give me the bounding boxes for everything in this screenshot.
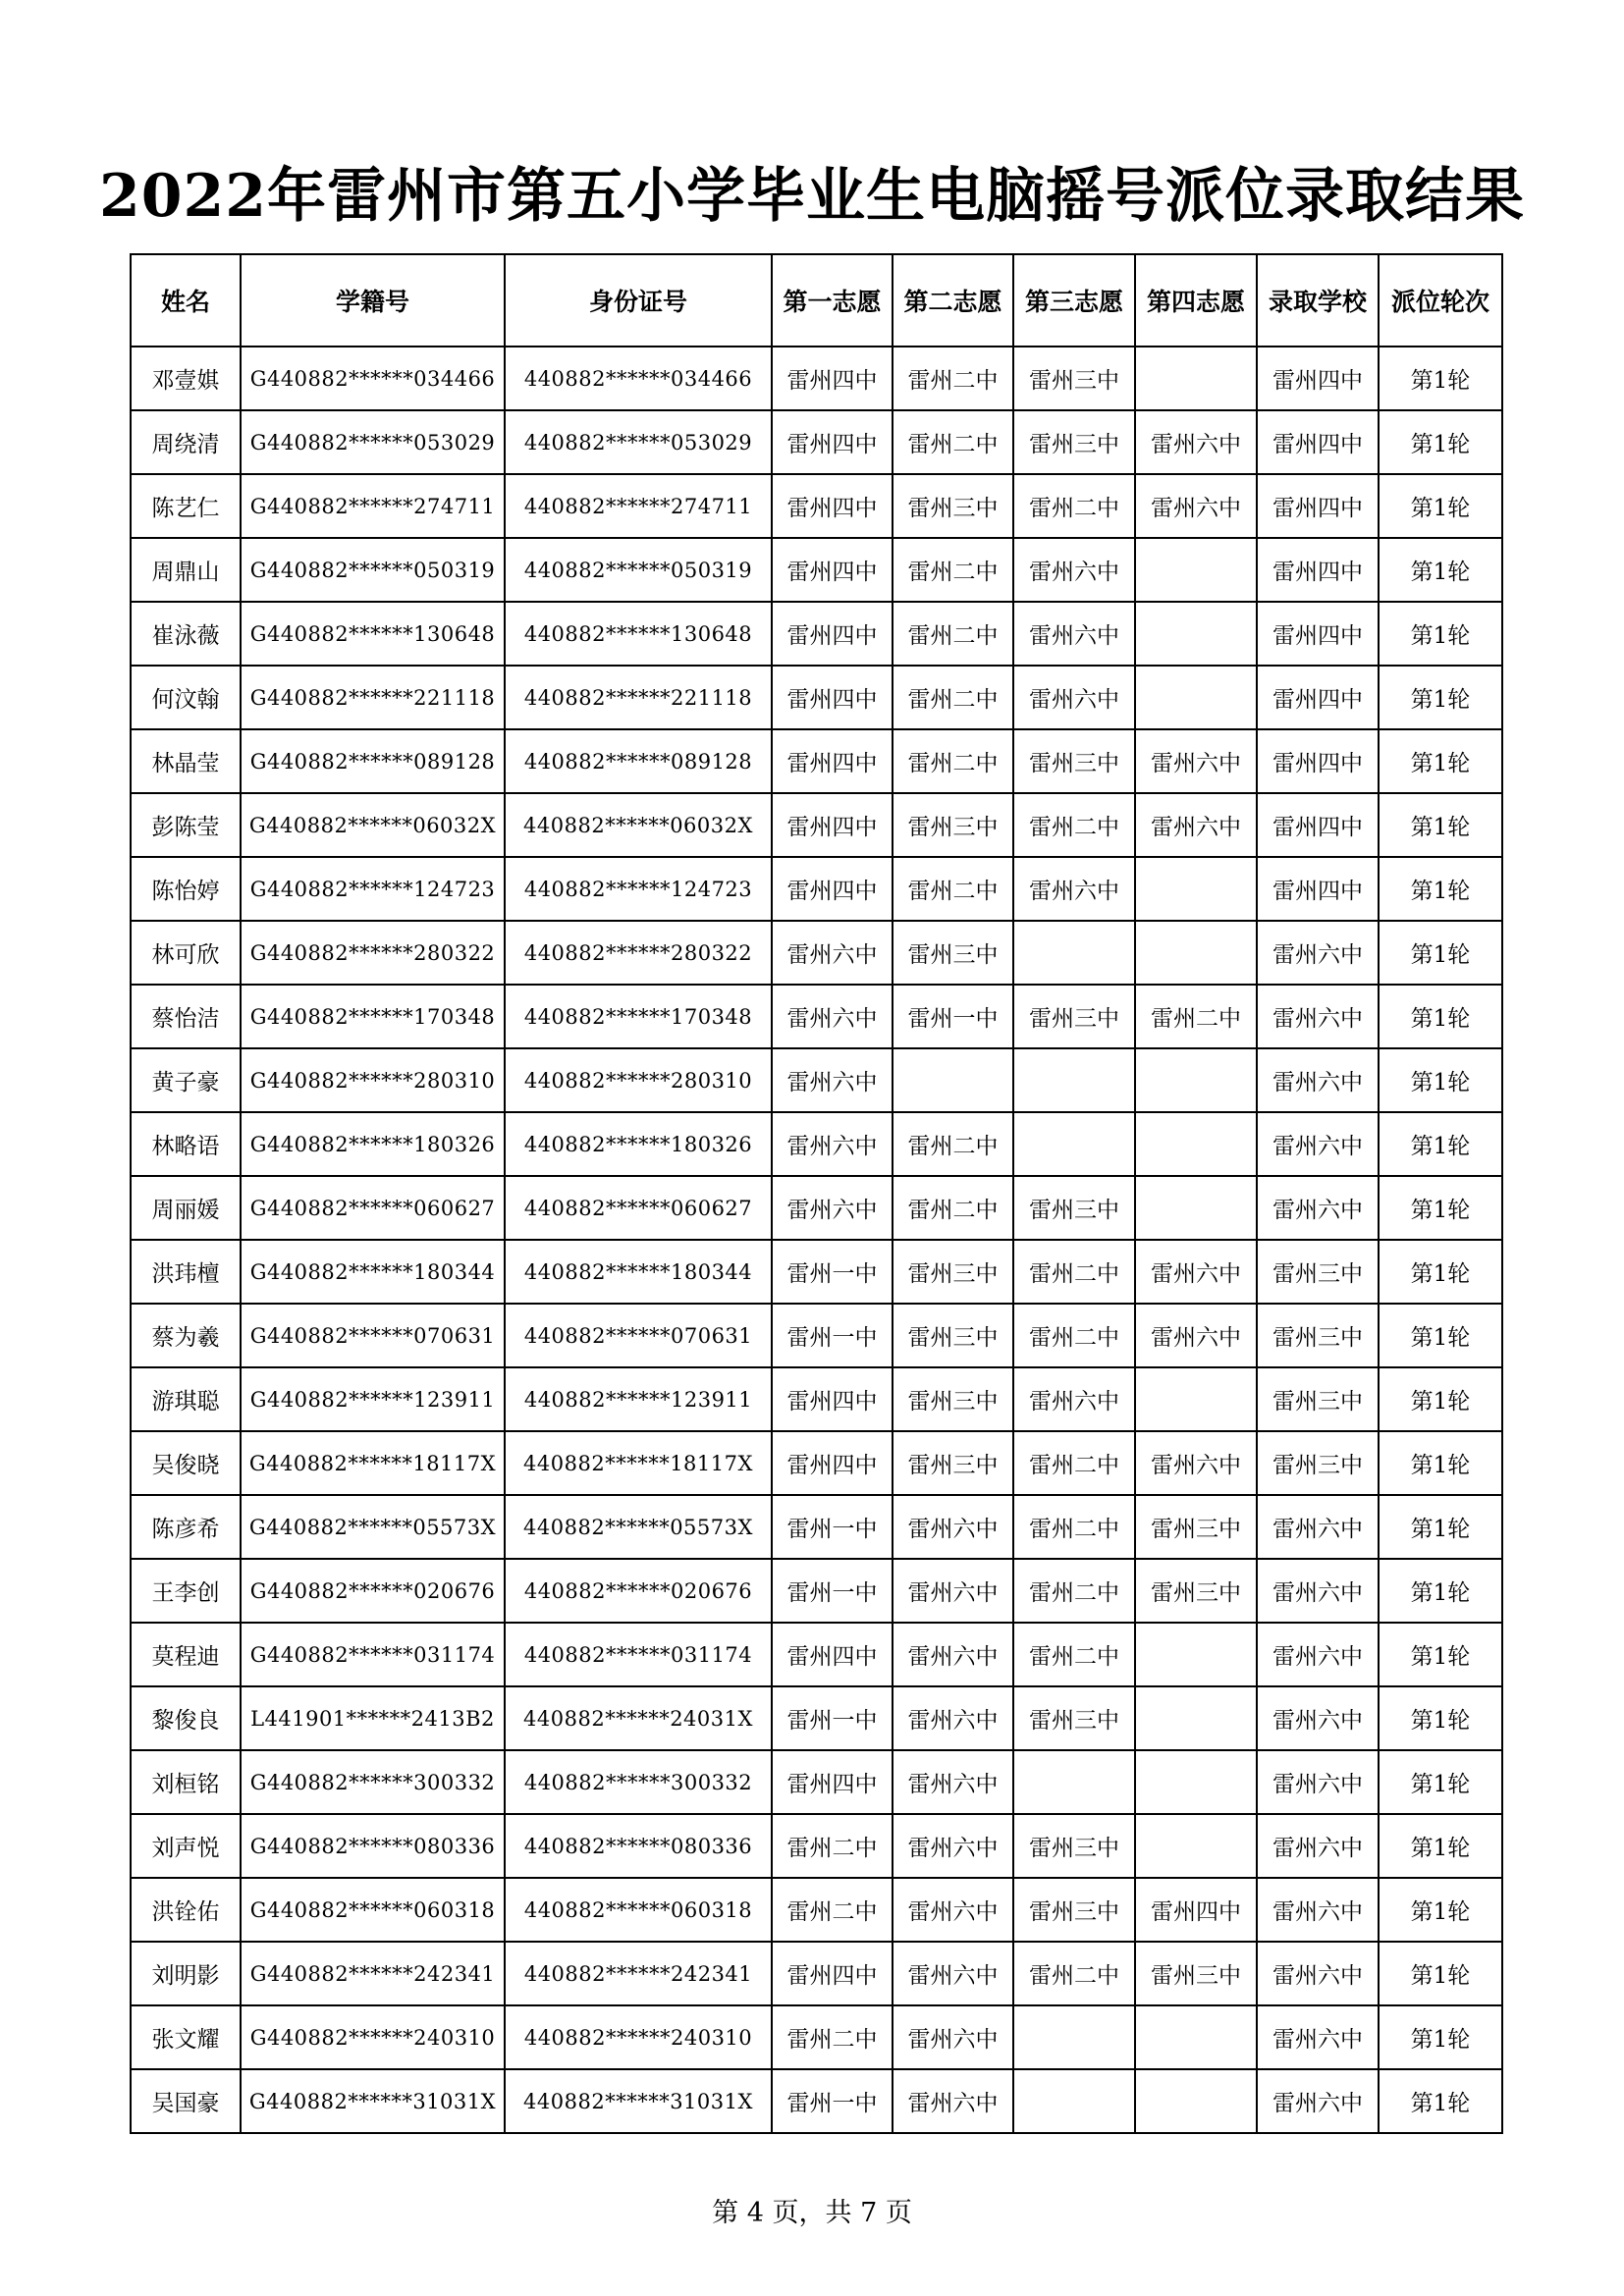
name-cell: 周丽媛 bbox=[131, 1176, 241, 1240]
choice-2-cell: 雷州二中 bbox=[893, 410, 1013, 474]
choice-3-cell: 雷州二中 bbox=[1013, 793, 1135, 857]
admitted-school-cell: 雷州六中 bbox=[1257, 1750, 1379, 1814]
table-row bbox=[131, 1942, 1502, 2005]
choice-4-cell bbox=[1135, 1176, 1257, 1240]
round-cell: 第1轮 bbox=[1379, 538, 1502, 602]
id-card-cell: 440882******130648 bbox=[505, 602, 772, 666]
table-header-row bbox=[131, 254, 1502, 347]
choice-3-cell: 雷州三中 bbox=[1013, 1814, 1135, 1878]
table-row bbox=[131, 793, 1502, 857]
id-card-cell: 440882******240310 bbox=[505, 2005, 772, 2069]
choice-2-cell: 雷州三中 bbox=[893, 793, 1013, 857]
choice-3-cell: 雷州六中 bbox=[1013, 666, 1135, 729]
choice-1-cell: 雷州四中 bbox=[772, 1367, 893, 1431]
choice-4-cell: 雷州三中 bbox=[1135, 1559, 1257, 1623]
table-row bbox=[131, 729, 1502, 793]
choice-3-cell: 雷州二中 bbox=[1013, 1304, 1135, 1367]
choice-2-cell: 雷州六中 bbox=[893, 1623, 1013, 1686]
id-card-cell: 440882******180344 bbox=[505, 1240, 772, 1304]
choice-1-cell: 雷州四中 bbox=[772, 1942, 893, 2005]
student-id-cell: G440882******180344 bbox=[241, 1240, 505, 1304]
id-card-cell: 440882******034466 bbox=[505, 347, 772, 410]
student-id-cell: G440882******274711 bbox=[241, 474, 505, 538]
student-id-cell: G440882******031174 bbox=[241, 1623, 505, 1686]
round-cell: 第1轮 bbox=[1379, 1112, 1502, 1176]
admitted-school-cell: 雷州六中 bbox=[1257, 1495, 1379, 1559]
name-cell: 周鼎山 bbox=[131, 538, 241, 602]
student-id-cell: G440882******060318 bbox=[241, 1878, 505, 1942]
admitted-school-cell: 雷州六中 bbox=[1257, 1176, 1379, 1240]
column-header-student-id: 学籍号 bbox=[241, 254, 505, 347]
admitted-school-cell: 雷州四中 bbox=[1257, 410, 1379, 474]
student-id-cell: G440882******240310 bbox=[241, 2005, 505, 2069]
choice-3-cell bbox=[1013, 1048, 1135, 1112]
admitted-school-cell: 雷州四中 bbox=[1257, 857, 1379, 921]
student-id-cell: G440882******280310 bbox=[241, 1048, 505, 1112]
admitted-school-cell: 雷州六中 bbox=[1257, 1878, 1379, 1942]
choice-2-cell: 雷州三中 bbox=[893, 1367, 1013, 1431]
table-row bbox=[131, 921, 1502, 985]
choice-3-cell: 雷州二中 bbox=[1013, 1431, 1135, 1495]
choice-1-cell: 雷州一中 bbox=[772, 1686, 893, 1750]
table-row bbox=[131, 410, 1502, 474]
choice-1-cell: 雷州二中 bbox=[772, 1878, 893, 1942]
choice-2-cell: 雷州六中 bbox=[893, 2005, 1013, 2069]
table-row bbox=[131, 1750, 1502, 1814]
choice-3-cell: 雷州三中 bbox=[1013, 1686, 1135, 1750]
student-id-cell: G440882******130648 bbox=[241, 602, 505, 666]
choice-2-cell: 雷州二中 bbox=[893, 857, 1013, 921]
name-cell: 王李创 bbox=[131, 1559, 241, 1623]
id-card-cell: 440882******280310 bbox=[505, 1048, 772, 1112]
choice-4-cell: 雷州六中 bbox=[1135, 410, 1257, 474]
id-card-cell: 440882******053029 bbox=[505, 410, 772, 474]
choice-1-cell: 雷州一中 bbox=[772, 1304, 893, 1367]
choice-4-cell bbox=[1135, 2005, 1257, 2069]
name-cell: 周绕清 bbox=[131, 410, 241, 474]
choice-4-cell bbox=[1135, 1367, 1257, 1431]
admitted-school-cell: 雷州四中 bbox=[1257, 793, 1379, 857]
admitted-school-cell: 雷州四中 bbox=[1257, 666, 1379, 729]
round-cell: 第1轮 bbox=[1379, 1942, 1502, 2005]
table-row bbox=[131, 1623, 1502, 1686]
choice-3-cell bbox=[1013, 2069, 1135, 2133]
student-id-cell: G440882******31031X bbox=[241, 2069, 505, 2133]
round-cell: 第1轮 bbox=[1379, 1750, 1502, 1814]
name-cell: 陈艺仁 bbox=[131, 474, 241, 538]
id-card-cell: 440882******080336 bbox=[505, 1814, 772, 1878]
admitted-school-cell: 雷州四中 bbox=[1257, 474, 1379, 538]
choice-1-cell: 雷州四中 bbox=[772, 857, 893, 921]
column-header-admitted-school: 录取学校 bbox=[1257, 254, 1379, 347]
admitted-school-cell: 雷州六中 bbox=[1257, 1942, 1379, 2005]
round-cell: 第1轮 bbox=[1379, 1431, 1502, 1495]
round-cell: 第1轮 bbox=[1379, 2005, 1502, 2069]
choice-1-cell: 雷州四中 bbox=[772, 474, 893, 538]
choice-4-cell: 雷州四中 bbox=[1135, 1878, 1257, 1942]
choice-2-cell: 雷州二中 bbox=[893, 1112, 1013, 1176]
choice-3-cell: 雷州二中 bbox=[1013, 1495, 1135, 1559]
admitted-school-cell: 雷州三中 bbox=[1257, 1240, 1379, 1304]
round-cell: 第1轮 bbox=[1379, 793, 1502, 857]
name-cell: 陈彦希 bbox=[131, 1495, 241, 1559]
student-id-cell: G440882******280322 bbox=[241, 921, 505, 985]
round-cell: 第1轮 bbox=[1379, 1495, 1502, 1559]
name-cell: 蔡怡洁 bbox=[131, 985, 241, 1048]
admitted-school-cell: 雷州六中 bbox=[1257, 1112, 1379, 1176]
choice-1-cell: 雷州四中 bbox=[772, 602, 893, 666]
choice-2-cell: 雷州三中 bbox=[893, 1240, 1013, 1304]
admitted-school-cell: 雷州三中 bbox=[1257, 1304, 1379, 1367]
table-row bbox=[131, 985, 1502, 1048]
round-cell: 第1轮 bbox=[1379, 1367, 1502, 1431]
student-id-cell: G440882******034466 bbox=[241, 347, 505, 410]
table-row bbox=[131, 1559, 1502, 1623]
name-cell: 林略语 bbox=[131, 1112, 241, 1176]
round-cell: 第1轮 bbox=[1379, 729, 1502, 793]
table-row bbox=[131, 602, 1502, 666]
choice-4-cell bbox=[1135, 2069, 1257, 2133]
table-row bbox=[131, 2069, 1502, 2133]
choice-2-cell: 雷州二中 bbox=[893, 729, 1013, 793]
choice-3-cell: 雷州二中 bbox=[1013, 474, 1135, 538]
choice-2-cell: 雷州一中 bbox=[893, 985, 1013, 1048]
choice-1-cell: 雷州四中 bbox=[772, 666, 893, 729]
page-footer: 第 4 页，共 7 页 bbox=[712, 2198, 912, 2228]
student-id-cell: G440882******080336 bbox=[241, 1814, 505, 1878]
choice-3-cell: 雷州六中 bbox=[1013, 1367, 1135, 1431]
table-row bbox=[131, 1367, 1502, 1431]
choice-4-cell bbox=[1135, 1623, 1257, 1686]
id-card-cell: 440882******031174 bbox=[505, 1623, 772, 1686]
table-row bbox=[131, 1814, 1502, 1878]
choice-4-cell bbox=[1135, 347, 1257, 410]
id-card-cell: 440882******06032X bbox=[505, 793, 772, 857]
name-cell: 蔡为羲 bbox=[131, 1304, 241, 1367]
round-cell: 第1轮 bbox=[1379, 1176, 1502, 1240]
id-card-cell: 440882******124723 bbox=[505, 857, 772, 921]
id-card-cell: 440882******24031X bbox=[505, 1686, 772, 1750]
choice-1-cell: 雷州四中 bbox=[772, 1750, 893, 1814]
choice-4-cell: 雷州六中 bbox=[1135, 793, 1257, 857]
choice-2-cell: 雷州二中 bbox=[893, 666, 1013, 729]
round-cell: 第1轮 bbox=[1379, 1686, 1502, 1750]
choice-3-cell: 雷州三中 bbox=[1013, 347, 1135, 410]
table-row bbox=[131, 1686, 1502, 1750]
student-id-cell: G440882******050319 bbox=[241, 538, 505, 602]
name-cell: 黄子豪 bbox=[131, 1048, 241, 1112]
choice-2-cell: 雷州二中 bbox=[893, 347, 1013, 410]
table-row bbox=[131, 1431, 1502, 1495]
choice-2-cell: 雷州六中 bbox=[893, 2069, 1013, 2133]
student-id-cell: G440882******170348 bbox=[241, 985, 505, 1048]
id-card-cell: 440882******123911 bbox=[505, 1367, 772, 1431]
admission-results-table bbox=[130, 253, 1503, 2134]
name-cell: 崔泳薇 bbox=[131, 602, 241, 666]
name-cell: 林晶莹 bbox=[131, 729, 241, 793]
student-id-cell: G440882******242341 bbox=[241, 1942, 505, 2005]
round-cell: 第1轮 bbox=[1379, 857, 1502, 921]
choice-3-cell: 雷州二中 bbox=[1013, 1942, 1135, 2005]
id-card-cell: 440882******18117X bbox=[505, 1431, 772, 1495]
admitted-school-cell: 雷州三中 bbox=[1257, 1431, 1379, 1495]
name-cell: 莫程迪 bbox=[131, 1623, 241, 1686]
admitted-school-cell: 雷州四中 bbox=[1257, 347, 1379, 410]
choice-4-cell bbox=[1135, 1686, 1257, 1750]
choice-4-cell: 雷州二中 bbox=[1135, 985, 1257, 1048]
admitted-school-cell: 雷州六中 bbox=[1257, 1048, 1379, 1112]
round-cell: 第1轮 bbox=[1379, 1559, 1502, 1623]
choice-4-cell: 雷州三中 bbox=[1135, 1942, 1257, 2005]
choice-4-cell: 雷州三中 bbox=[1135, 1495, 1257, 1559]
table-row bbox=[131, 474, 1502, 538]
admitted-school-cell: 雷州六中 bbox=[1257, 1623, 1379, 1686]
admitted-school-cell: 雷州六中 bbox=[1257, 1686, 1379, 1750]
round-cell: 第1轮 bbox=[1379, 1304, 1502, 1367]
choice-3-cell: 雷州六中 bbox=[1013, 538, 1135, 602]
name-cell: 洪玮檀 bbox=[131, 1240, 241, 1304]
id-card-cell: 440882******300332 bbox=[505, 1750, 772, 1814]
admitted-school-cell: 雷州六中 bbox=[1257, 2069, 1379, 2133]
id-card-cell: 440882******089128 bbox=[505, 729, 772, 793]
name-cell: 陈怡婷 bbox=[131, 857, 241, 921]
id-card-cell: 440882******221118 bbox=[505, 666, 772, 729]
id-card-cell: 440882******280322 bbox=[505, 921, 772, 985]
table-row bbox=[131, 1112, 1502, 1176]
choice-3-cell: 雷州三中 bbox=[1013, 1176, 1135, 1240]
choice-4-cell bbox=[1135, 1048, 1257, 1112]
table-row bbox=[131, 1495, 1502, 1559]
choice-4-cell: 雷州六中 bbox=[1135, 1304, 1257, 1367]
choice-1-cell: 雷州六中 bbox=[772, 1176, 893, 1240]
choice-2-cell: 雷州六中 bbox=[893, 1942, 1013, 2005]
student-id-cell: G440882******020676 bbox=[241, 1559, 505, 1623]
choice-3-cell: 雷州三中 bbox=[1013, 1878, 1135, 1942]
choice-4-cell: 雷州六中 bbox=[1135, 1431, 1257, 1495]
choice-2-cell: 雷州二中 bbox=[893, 538, 1013, 602]
choice-4-cell bbox=[1135, 1112, 1257, 1176]
choice-4-cell bbox=[1135, 538, 1257, 602]
choice-3-cell: 雷州二中 bbox=[1013, 1559, 1135, 1623]
table-row bbox=[131, 538, 1502, 602]
table-row bbox=[131, 1048, 1502, 1112]
name-cell: 彭陈莹 bbox=[131, 793, 241, 857]
id-card-cell: 440882******020676 bbox=[505, 1559, 772, 1623]
admitted-school-cell: 雷州六中 bbox=[1257, 1814, 1379, 1878]
choice-3-cell bbox=[1013, 921, 1135, 985]
choice-4-cell bbox=[1135, 1750, 1257, 1814]
choice-4-cell bbox=[1135, 1814, 1257, 1878]
name-cell: 张文耀 bbox=[131, 2005, 241, 2069]
id-card-cell: 440882******060318 bbox=[505, 1878, 772, 1942]
admitted-school-cell: 雷州四中 bbox=[1257, 729, 1379, 793]
admitted-school-cell: 雷州四中 bbox=[1257, 602, 1379, 666]
choice-1-cell: 雷州四中 bbox=[772, 793, 893, 857]
student-id-cell: G440882******060627 bbox=[241, 1176, 505, 1240]
name-cell: 黎俊良 bbox=[131, 1686, 241, 1750]
choice-1-cell: 雷州六中 bbox=[772, 921, 893, 985]
choice-3-cell: 雷州六中 bbox=[1013, 602, 1135, 666]
table-row bbox=[131, 1240, 1502, 1304]
student-id-cell: G440882******300332 bbox=[241, 1750, 505, 1814]
choice-2-cell: 雷州三中 bbox=[893, 474, 1013, 538]
choice-1-cell: 雷州二中 bbox=[772, 2005, 893, 2069]
round-cell: 第1轮 bbox=[1379, 1048, 1502, 1112]
choice-1-cell: 雷州六中 bbox=[772, 1112, 893, 1176]
choice-3-cell: 雷州二中 bbox=[1013, 1240, 1135, 1304]
choice-3-cell: 雷州三中 bbox=[1013, 985, 1135, 1048]
choice-1-cell: 雷州一中 bbox=[772, 1559, 893, 1623]
round-cell: 第1轮 bbox=[1379, 1878, 1502, 1942]
choice-1-cell: 雷州六中 bbox=[772, 985, 893, 1048]
id-card-cell: 440882******274711 bbox=[505, 474, 772, 538]
table-body bbox=[131, 347, 1502, 2133]
round-cell: 第1轮 bbox=[1379, 666, 1502, 729]
table-row bbox=[131, 347, 1502, 410]
name-cell: 刘桓铭 bbox=[131, 1750, 241, 1814]
id-card-cell: 440882******060627 bbox=[505, 1176, 772, 1240]
choice-4-cell bbox=[1135, 666, 1257, 729]
choice-2-cell: 雷州二中 bbox=[893, 602, 1013, 666]
choice-3-cell: 雷州三中 bbox=[1013, 729, 1135, 793]
table-row bbox=[131, 857, 1502, 921]
choice-4-cell: 雷州六中 bbox=[1135, 474, 1257, 538]
admitted-school-cell: 雷州六中 bbox=[1257, 2005, 1379, 2069]
name-cell: 刘声悦 bbox=[131, 1814, 241, 1878]
choice-3-cell: 雷州三中 bbox=[1013, 410, 1135, 474]
choice-1-cell: 雷州二中 bbox=[772, 1814, 893, 1878]
id-card-cell: 440882******05573X bbox=[505, 1495, 772, 1559]
round-cell: 第1轮 bbox=[1379, 1240, 1502, 1304]
choice-1-cell: 雷州一中 bbox=[772, 1495, 893, 1559]
choice-2-cell: 雷州三中 bbox=[893, 1304, 1013, 1367]
choice-1-cell: 雷州四中 bbox=[772, 729, 893, 793]
name-cell: 何汶翰 bbox=[131, 666, 241, 729]
choice-2-cell: 雷州二中 bbox=[893, 1176, 1013, 1240]
choice-4-cell bbox=[1135, 602, 1257, 666]
id-card-cell: 440882******050319 bbox=[505, 538, 772, 602]
student-id-cell: L441901******2413B2 bbox=[241, 1686, 505, 1750]
choice-2-cell: 雷州六中 bbox=[893, 1878, 1013, 1942]
student-id-cell: G440882******221118 bbox=[241, 666, 505, 729]
name-cell: 洪铨佑 bbox=[131, 1878, 241, 1942]
table-row bbox=[131, 2005, 1502, 2069]
round-cell: 第1轮 bbox=[1379, 602, 1502, 666]
round-cell: 第1轮 bbox=[1379, 2069, 1502, 2133]
admitted-school-cell: 雷州六中 bbox=[1257, 1559, 1379, 1623]
choice-4-cell: 雷州六中 bbox=[1135, 729, 1257, 793]
round-cell: 第1轮 bbox=[1379, 410, 1502, 474]
column-header-round: 派位轮次 bbox=[1379, 254, 1502, 347]
choice-3-cell bbox=[1013, 1750, 1135, 1814]
name-cell: 吴国豪 bbox=[131, 2069, 241, 2133]
choice-1-cell: 雷州四中 bbox=[772, 538, 893, 602]
name-cell: 游琪聪 bbox=[131, 1367, 241, 1431]
student-id-cell: G440882******124723 bbox=[241, 857, 505, 921]
choice-2-cell: 雷州六中 bbox=[893, 1750, 1013, 1814]
id-card-cell: 440882******070631 bbox=[505, 1304, 772, 1367]
round-cell: 第1轮 bbox=[1379, 1814, 1502, 1878]
choice-3-cell bbox=[1013, 2005, 1135, 2069]
name-cell: 吴俊晓 bbox=[131, 1431, 241, 1495]
id-card-cell: 440882******170348 bbox=[505, 985, 772, 1048]
admitted-school-cell: 雷州三中 bbox=[1257, 1367, 1379, 1431]
choice-2-cell: 雷州六中 bbox=[893, 1495, 1013, 1559]
student-id-cell: G440882******05573X bbox=[241, 1495, 505, 1559]
choice-1-cell: 雷州六中 bbox=[772, 1048, 893, 1112]
choice-2-cell: 雷州六中 bbox=[893, 1686, 1013, 1750]
round-cell: 第1轮 bbox=[1379, 474, 1502, 538]
id-card-cell: 440882******31031X bbox=[505, 2069, 772, 2133]
column-header-id-card: 身份证号 bbox=[505, 254, 772, 347]
admitted-school-cell: 雷州六中 bbox=[1257, 985, 1379, 1048]
choice-3-cell bbox=[1013, 1112, 1135, 1176]
admitted-school-cell: 雷州六中 bbox=[1257, 921, 1379, 985]
student-id-cell: G440882******180326 bbox=[241, 1112, 505, 1176]
choice-4-cell bbox=[1135, 921, 1257, 985]
choice-4-cell bbox=[1135, 857, 1257, 921]
table-row bbox=[131, 666, 1502, 729]
table-row bbox=[131, 1878, 1502, 1942]
choice-2-cell bbox=[893, 1048, 1013, 1112]
column-header-name: 姓名 bbox=[131, 254, 241, 347]
student-id-cell: G440882******06032X bbox=[241, 793, 505, 857]
round-cell: 第1轮 bbox=[1379, 347, 1502, 410]
column-header-choice-2: 第二志愿 bbox=[893, 254, 1013, 347]
choice-2-cell: 雷州三中 bbox=[893, 1431, 1013, 1495]
id-card-cell: 440882******242341 bbox=[505, 1942, 772, 2005]
student-id-cell: G440882******123911 bbox=[241, 1367, 505, 1431]
choice-1-cell: 雷州一中 bbox=[772, 2069, 893, 2133]
admitted-school-cell: 雷州四中 bbox=[1257, 538, 1379, 602]
student-id-cell: G440882******070631 bbox=[241, 1304, 505, 1367]
name-cell: 林可欣 bbox=[131, 921, 241, 985]
choice-1-cell: 雷州一中 bbox=[772, 1240, 893, 1304]
name-cell: 邓壹娸 bbox=[131, 347, 241, 410]
round-cell: 第1轮 bbox=[1379, 985, 1502, 1048]
name-cell: 刘明影 bbox=[131, 1942, 241, 2005]
choice-3-cell: 雷州六中 bbox=[1013, 857, 1135, 921]
page-title: 2022年雷州市第五小学毕业生电脑摇号派位录取结果 bbox=[99, 162, 1525, 231]
choice-1-cell: 雷州四中 bbox=[772, 410, 893, 474]
table-row bbox=[131, 1176, 1502, 1240]
choice-1-cell: 雷州四中 bbox=[772, 1431, 893, 1495]
round-cell: 第1轮 bbox=[1379, 921, 1502, 985]
table-row bbox=[131, 1304, 1502, 1367]
choice-2-cell: 雷州六中 bbox=[893, 1559, 1013, 1623]
choice-4-cell: 雷州六中 bbox=[1135, 1240, 1257, 1304]
student-id-cell: G440882******18117X bbox=[241, 1431, 505, 1495]
choice-2-cell: 雷州三中 bbox=[893, 921, 1013, 985]
id-card-cell: 440882******180326 bbox=[505, 1112, 772, 1176]
round-cell: 第1轮 bbox=[1379, 1623, 1502, 1686]
student-id-cell: G440882******089128 bbox=[241, 729, 505, 793]
choice-1-cell: 雷州四中 bbox=[772, 1623, 893, 1686]
choice-2-cell: 雷州六中 bbox=[893, 1814, 1013, 1878]
choice-3-cell: 雷州二中 bbox=[1013, 1623, 1135, 1686]
choice-1-cell: 雷州四中 bbox=[772, 347, 893, 410]
column-header-choice-4: 第四志愿 bbox=[1135, 254, 1257, 347]
column-header-choice-1: 第一志愿 bbox=[772, 254, 893, 347]
column-header-choice-3: 第三志愿 bbox=[1013, 254, 1135, 347]
student-id-cell: G440882******053029 bbox=[241, 410, 505, 474]
